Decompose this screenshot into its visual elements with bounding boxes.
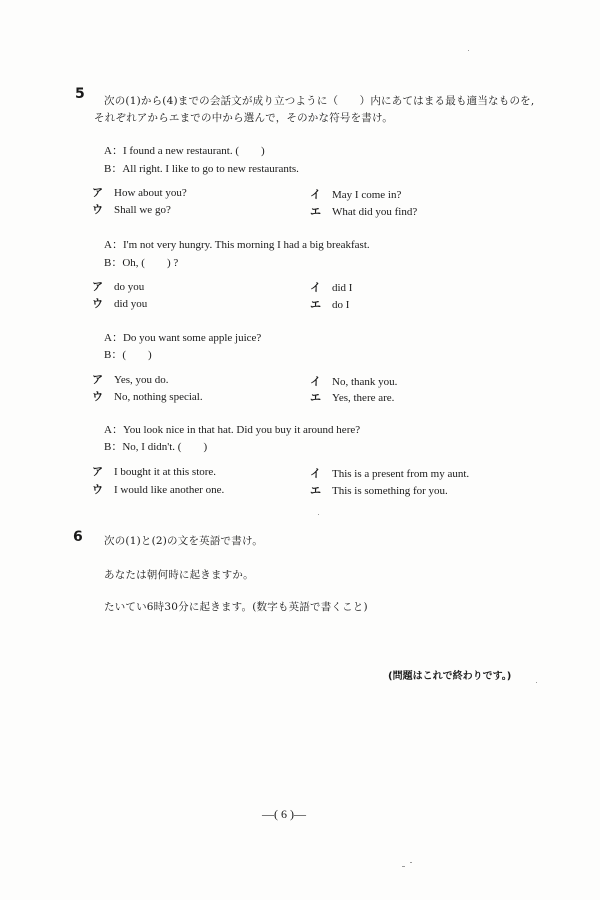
choice-text: How about you? bbox=[114, 187, 187, 199]
item3-choice-a bbox=[92, 371, 169, 387]
scan-speck bbox=[318, 514, 319, 515]
choice-mark: エ bbox=[310, 298, 321, 311]
item4-dialogue-b: B：No, I didn't. ( ) bbox=[104, 441, 208, 453]
item4-choice-e bbox=[310, 482, 448, 498]
question-5-number: 5 bbox=[75, 86, 85, 102]
item4-choice-i bbox=[310, 465, 469, 481]
closing-note: (問題はこれで終わりです。) bbox=[388, 671, 512, 682]
choice-text: What did you find? bbox=[332, 206, 418, 218]
choice-mark: ウ bbox=[92, 483, 103, 496]
choice-mark: イ bbox=[310, 375, 321, 388]
item3-dialogue-a: A：Do you want some apple juice? bbox=[104, 332, 262, 344]
item3-choice-u bbox=[92, 388, 203, 404]
choice-text: Shall we go? bbox=[114, 204, 171, 216]
choice-text: Yes, there are. bbox=[332, 392, 395, 404]
choice-mark: ウ bbox=[92, 297, 103, 310]
item1-dialogue-a: A：I found a new restaurant. ( ) bbox=[104, 145, 265, 157]
choice-mark: ア bbox=[92, 465, 103, 478]
scan-speck bbox=[468, 50, 469, 51]
choice-text: do I bbox=[332, 299, 350, 311]
question-6-number: 6 bbox=[73, 529, 83, 545]
choice-text: Yes, you do. bbox=[114, 374, 169, 386]
choice-mark: イ bbox=[310, 188, 321, 201]
question-6-sentence-1: あなたは朝何時に起きますか。 bbox=[104, 569, 254, 581]
scan-speck bbox=[536, 682, 537, 683]
choice-mark: エ bbox=[310, 205, 321, 218]
item2-dialogue-a: A：I'm not very hungry. This morning I had a big breakfast. bbox=[104, 239, 370, 251]
choice-text: I would like another one. bbox=[114, 484, 225, 496]
choice-mark: イ bbox=[310, 467, 321, 480]
choice-text: This is something for you. bbox=[332, 485, 448, 497]
item1-choice-a bbox=[92, 184, 187, 200]
choice-mark: ウ bbox=[92, 390, 103, 403]
item2-choice-e bbox=[310, 296, 349, 312]
item1-choice-u bbox=[92, 201, 171, 217]
choice-mark: エ bbox=[310, 391, 321, 404]
question-5-instruction-line1: 次の(1)から(4)までの会話文が成り立つように（ ）内にあてはまる最も適当なものを, bbox=[104, 95, 535, 107]
scan-speck bbox=[410, 862, 412, 863]
choice-text: No, nothing special. bbox=[114, 391, 203, 403]
choice-text: May I come in? bbox=[332, 189, 402, 201]
item1-choice-e bbox=[310, 203, 417, 219]
item2-choice-u bbox=[92, 295, 147, 311]
item2-choice-i bbox=[310, 279, 352, 295]
choice-text: do you bbox=[114, 281, 145, 293]
choice-mark: エ bbox=[310, 484, 321, 497]
choice-mark: ア bbox=[92, 373, 103, 386]
item1-choice-i bbox=[310, 186, 401, 202]
item2-dialogue-b: B：Oh, ( ) ? bbox=[104, 257, 179, 269]
item4-choice-u bbox=[92, 481, 224, 497]
item4-dialogue-a: A：You look nice in that hat. Did you buy it around here? bbox=[104, 424, 361, 436]
question-6-instruction: 次の(1)と(2)の文を英語で書け。 bbox=[104, 535, 263, 547]
scan-speck bbox=[402, 866, 405, 867]
item1-dialogue-b: B：All right. I like to go to new restaurants. bbox=[104, 163, 299, 175]
choice-text: This is a present from my aunt. bbox=[332, 468, 470, 480]
question-5-instruction-line2: それぞれアからエまでの中から選んで，そのかな符号を書け。 bbox=[94, 112, 393, 124]
choice-text: No, thank you. bbox=[332, 376, 398, 388]
item2-choice-a bbox=[92, 278, 144, 294]
choice-text: I bought it at this store. bbox=[114, 466, 217, 478]
choice-mark: ア bbox=[92, 186, 103, 199]
choice-text: did you bbox=[114, 298, 148, 310]
choice-mark: ウ bbox=[92, 203, 103, 216]
choice-text: did I bbox=[332, 282, 353, 294]
page-number: —( 6 )— bbox=[262, 807, 306, 821]
item3-choice-e bbox=[310, 389, 394, 405]
item4-choice-a bbox=[92, 463, 216, 479]
item3-dialogue-b: B：( ) bbox=[104, 349, 152, 361]
question-6-sentence-2: たいてい6時30分に起きます。(数字も英語で書くこと) bbox=[104, 601, 368, 613]
item3-choice-i bbox=[310, 373, 397, 389]
choice-mark: イ bbox=[310, 281, 321, 294]
choice-mark: ア bbox=[92, 280, 103, 293]
